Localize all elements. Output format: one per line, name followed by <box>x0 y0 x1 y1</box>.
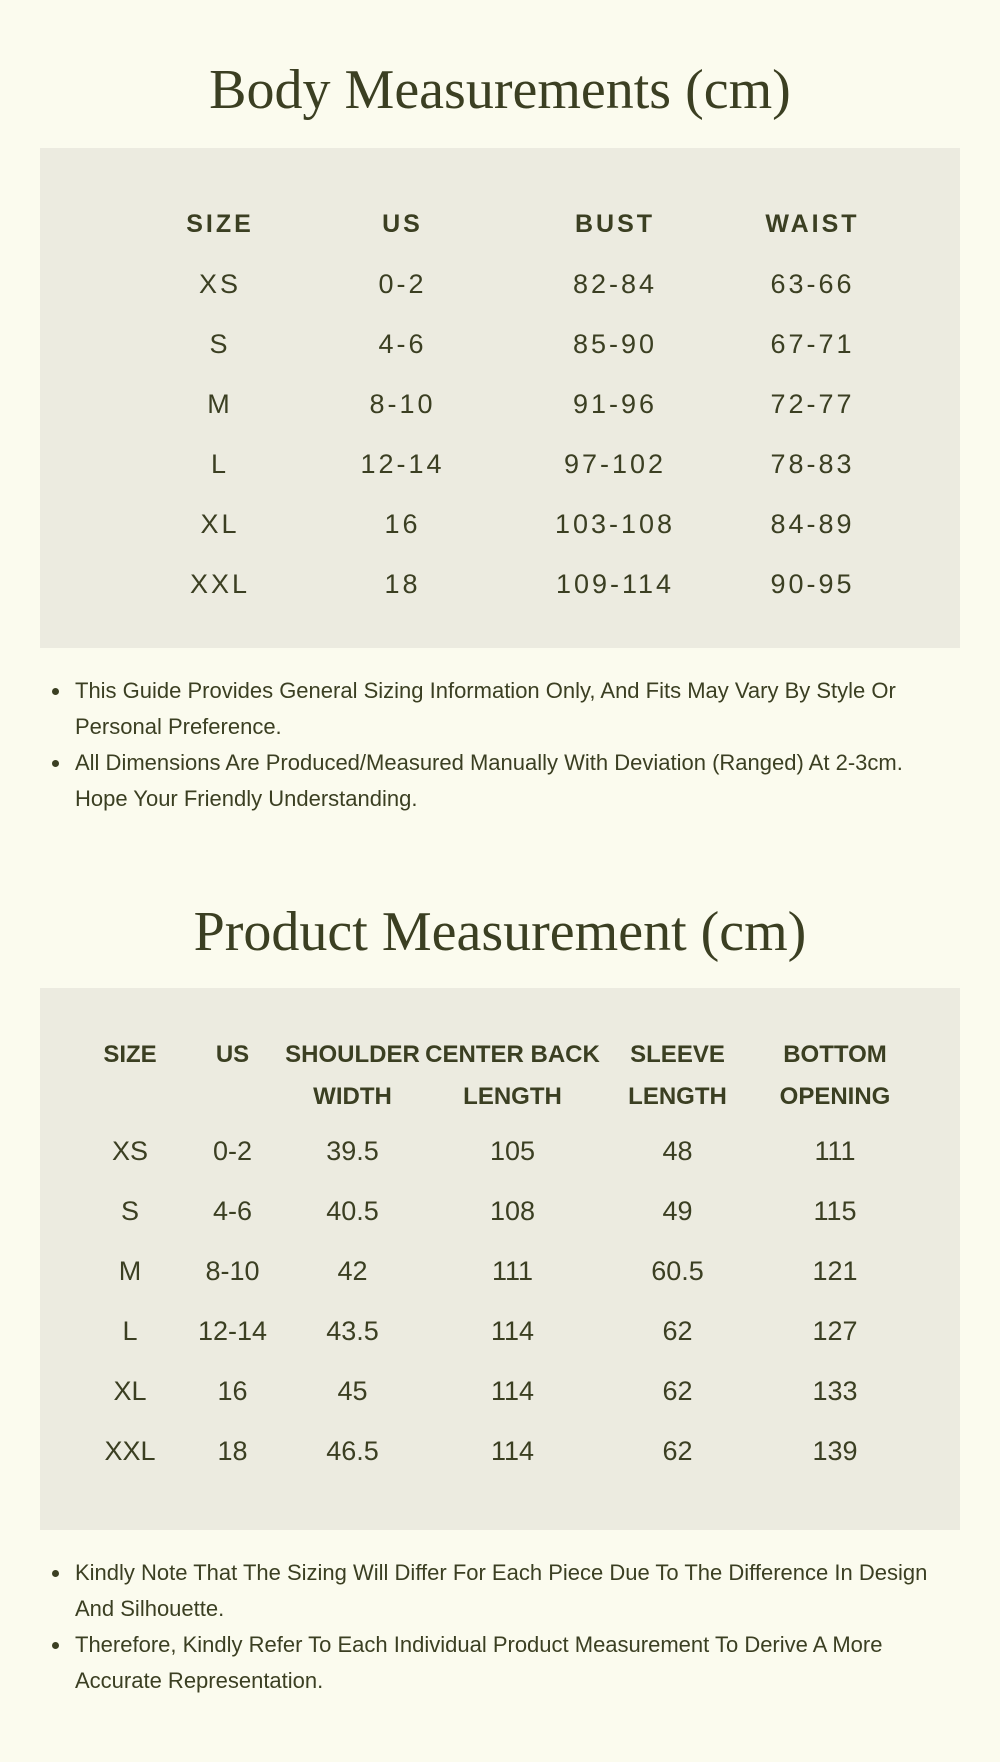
cell-us: 18 <box>217 1435 248 1466</box>
cell-size: S <box>120 1195 139 1226</box>
cell-waist: 78-83 <box>770 448 855 479</box>
cell-bottom-opening: 127 <box>812 1315 858 1346</box>
cell-size: XL <box>200 508 240 539</box>
note-item: Kindly Note That The Sizing Will Differ For Each Piece Due To The Difference In Design And Silhouette. <box>48 1555 948 1627</box>
cell-sleeve-length: 62 <box>662 1375 693 1406</box>
body-measurements-title: Body Measurements (cm) <box>209 59 791 121</box>
table-row <box>120 314 880 374</box>
cell-sleeve-length: 48 <box>662 1135 693 1166</box>
cell-size: XL <box>113 1375 147 1406</box>
column-header-sleeve-length: SLEEVE LENGTH <box>628 1041 727 1110</box>
column-header-shoulder-width: SHOULDER WIDTH <box>285 1041 420 1110</box>
cell-us: 8-10 <box>205 1255 260 1286</box>
cell-size: S <box>209 328 231 359</box>
cell-size: L <box>122 1315 138 1346</box>
cell-us: 8-10 <box>369 388 436 419</box>
cell-waist: 67-71 <box>770 328 855 359</box>
cell-center-back-length: 111 <box>491 1255 534 1286</box>
table-row <box>120 554 880 614</box>
cell-center-back-length: 108 <box>489 1195 536 1226</box>
cell-shoulder-width: 43.5 <box>326 1315 379 1346</box>
cell-us: 16 <box>384 508 421 539</box>
cell-us: 4-6 <box>212 1195 253 1226</box>
table-row <box>120 254 880 314</box>
cell-center-back-length: 114 <box>490 1435 535 1466</box>
cell-shoulder-width: 39.5 <box>326 1135 379 1166</box>
cell-us: 4-6 <box>378 328 427 359</box>
note-item: All Dimensions Are Produced/Measured Manually With Deviation (Ranged) At 2-3cm. Hope Your Friendly Understanding. <box>48 745 948 817</box>
product-measurement-title: Product Measurement (cm) <box>193 901 807 963</box>
cell-bottom-opening: 115 <box>813 1195 857 1226</box>
body-measurements-notes <box>48 673 948 817</box>
table-row <box>80 1181 920 1241</box>
table-row <box>120 494 880 554</box>
table-row <box>80 1361 920 1421</box>
cell-bottom-opening: 139 <box>812 1435 858 1466</box>
column-header-us: US <box>215 1041 250 1068</box>
cell-sleeve-length: 49 <box>662 1195 693 1226</box>
cell-bottom-opening: 121 <box>812 1255 858 1286</box>
table-header-row <box>120 194 880 254</box>
cell-waist: 72-77 <box>770 388 855 419</box>
cell-sleeve-length: 60.5 <box>651 1255 704 1286</box>
cell-bust: 97-102 <box>563 448 667 479</box>
column-header-center-back-length: CENTER BACK LENGTH <box>425 1041 600 1110</box>
cell-waist: 63-66 <box>770 268 855 299</box>
cell-waist: 90-95 <box>770 568 855 599</box>
body-measurements-panel <box>40 148 960 648</box>
cell-us: 18 <box>384 568 421 599</box>
column-header-bottom-opening: BOTTOM OPENING <box>779 1041 891 1110</box>
cell-shoulder-width: 46.5 <box>326 1435 379 1466</box>
cell-bust: 103-108 <box>554 508 676 539</box>
cell-center-back-length: 105 <box>489 1135 536 1166</box>
cell-sleeve-length: 62 <box>662 1435 693 1466</box>
cell-shoulder-width: 40.5 <box>326 1195 379 1226</box>
cell-shoulder-width: 42 <box>337 1255 368 1286</box>
note-item: This Guide Provides General Sizing Information Only, And Fits May Vary By Style Or Personal Preference. <box>48 673 948 745</box>
product-measurement-notes <box>48 1555 948 1699</box>
cell-bust: 85-90 <box>572 328 658 359</box>
cell-us: 0-2 <box>212 1135 253 1166</box>
column-header-waist: WAIST <box>765 209 860 238</box>
table-row <box>80 1121 920 1181</box>
cell-us: 16 <box>217 1375 248 1406</box>
product-measurement-table <box>80 1034 920 1481</box>
table-row <box>80 1301 920 1361</box>
column-header-us: US <box>382 209 423 238</box>
cell-shoulder-width: 45 <box>337 1375 368 1406</box>
cell-size: XXL <box>189 568 251 599</box>
table-row <box>80 1241 920 1301</box>
note-item: Therefore, Kindly Refer To Each Individual Product Measurement To Derive A More Accurate Representation. <box>48 1627 948 1699</box>
cell-size: M <box>207 388 233 419</box>
cell-size: L <box>210 448 230 479</box>
product-measurement-panel <box>40 988 960 1530</box>
cell-us: 0-2 <box>378 268 427 299</box>
cell-us: 12-14 <box>360 448 445 479</box>
cell-waist: 84-89 <box>770 508 855 539</box>
cell-sleeve-length: 62 <box>662 1315 693 1346</box>
cell-size: XS <box>198 268 242 299</box>
column-header-size: SIZE <box>186 209 254 238</box>
column-header-bust: BUST <box>574 209 656 238</box>
cell-size: XXL <box>104 1435 156 1466</box>
table-row <box>120 374 880 434</box>
cell-size: XS <box>111 1135 149 1166</box>
cell-bust: 109-114 <box>555 568 675 599</box>
cell-bust: 82-84 <box>572 268 658 299</box>
cell-center-back-length: 114 <box>490 1315 535 1346</box>
cell-size: M <box>118 1255 142 1286</box>
cell-bottom-opening: 133 <box>812 1375 858 1406</box>
column-header-size: SIZE <box>103 1041 157 1068</box>
table-header-row <box>80 1034 920 1121</box>
cell-us: 12-14 <box>197 1315 268 1346</box>
cell-center-back-length: 114 <box>490 1375 535 1406</box>
table-row <box>80 1421 920 1481</box>
cell-bust: 91-96 <box>572 388 658 419</box>
cell-bottom-opening: 111 <box>814 1135 856 1166</box>
table-row <box>120 434 880 494</box>
body-measurements-table <box>120 194 880 614</box>
